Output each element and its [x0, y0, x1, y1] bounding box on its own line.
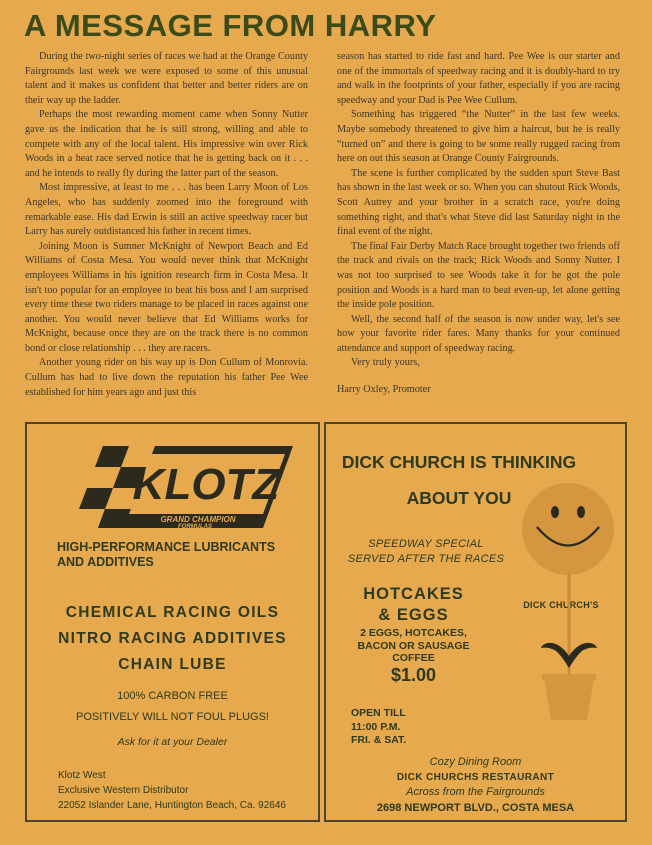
restaurant-name: DICK CHURCHS RESTAURANT — [396, 772, 555, 783]
menu-item: 2 EGGS, HOTCAKES, — [360, 627, 467, 639]
church-brand-label: DICK CHURCH'S — [523, 600, 599, 610]
opening-hours — [351, 707, 471, 748]
klotz-product-list — [27, 600, 318, 678]
page-headline: A MESSAGE FROM HARRY — [24, 8, 437, 43]
church-footer — [326, 755, 625, 816]
footer-line: Cozy Dining Room — [429, 756, 522, 768]
article-paragraph: The scene is further complicated by the sudden spurt Steve Bast has shown in the last week or so. When you can shutout Rick Woods, Scott Autrey and your brother in a scratch race, you're doing something right, and that's what Steve did last Saturday night in the final event of the night. — [337, 167, 620, 238]
klotz-logo-subtext: FORMULAS — [178, 524, 212, 530]
article-closing: Very truly yours, — [351, 357, 420, 369]
klotz-tagline — [57, 540, 307, 570]
footer-line: Across from the Fairgrounds — [406, 786, 545, 798]
hours-line: 11:00 P.M. — [351, 720, 401, 733]
klotz-logo — [63, 444, 293, 530]
klotz-address-block — [58, 768, 318, 813]
headline-line: DICK CHURCH IS THINKING — [341, 452, 577, 472]
company-name: Klotz West — [58, 770, 106, 781]
klotz-advertisement — [25, 422, 320, 822]
flowerpot-icon — [539, 574, 599, 722]
menu-title-line: HOTCAKES — [363, 585, 464, 603]
hours-line: OPEN TILL — [351, 707, 406, 719]
dick-church-advertisement — [324, 422, 627, 822]
article-signature: Harry Oxley, Promoter — [337, 384, 431, 396]
article-column-right — [337, 50, 620, 398]
claim-line: 100% CARBON FREE — [117, 690, 228, 702]
headline-line: ABOUT YOU — [406, 488, 512, 508]
menu-items — [341, 627, 486, 665]
product-item: CHEMICAL RACING OILS — [65, 604, 280, 621]
article-paragraph: season has started to ride fast and hard. Pee Wee is our starter and one of the immortals of speedway racing and it is doubly-hard to try and walk in the footprints of your father, especially if you are racing speedway and your Dad is Pee Wee Cullum. — [337, 51, 620, 106]
article-paragraph: Most impressive, at least to me . . . has been Larry Moon of Los Angeles, who has suddenly zoomed into the foreground with remarkable ease. His dad Erwin is still an active speedway racer but Larry has surely outdistanced his father in recent times. — [25, 182, 308, 238]
menu-title-line: & EGGS — [378, 606, 449, 624]
menu-title — [346, 584, 481, 626]
restaurant-address: 2698 NEWPORT BLVD., COSTA MESA — [376, 802, 575, 814]
company-address: 22052 Islander Lane, Huntington Beach, Ca. 92646 — [58, 800, 286, 811]
smiley-face-icon — [521, 482, 615, 576]
menu-price: $1.00 — [390, 665, 437, 685]
klotz-claims — [27, 686, 318, 728]
special-line: SERVED AFTER THE RACES — [347, 552, 505, 565]
article-paragraph: The final Fair Derby Match Race brought together two friends off the track and rivals on the track; Rick Woods and Sonny Nutter. I was not too surprised to see Woods take it for he got the pole position and Woods is a hard man to beat even-up, let alone getting the inside pole position. — [337, 240, 620, 311]
klotz-logo-subtext: GRAND CHAMPION — [160, 515, 236, 524]
menu-item: BACON OR SAUSAGE — [357, 639, 470, 652]
article-paragraph: Perhaps the most rewarding moment came when Sonny Nutter gave us the indication that he is still strong, willing and able to compete with any of the local talent. His impressive win over Rick Woods in a heat race served notice that he is getting back on it . . . and he intends to really fly during the latter part of the season. — [25, 109, 308, 179]
menu-item: COFFEE — [392, 652, 435, 664]
klotz-logo-text: KLOTZ — [132, 460, 280, 509]
article-column-left — [25, 50, 308, 400]
claim-line: POSITIVELY WILL NOT FOUL PLUGS! — [76, 711, 269, 723]
tagline-line: AND ADDITIVES — [57, 555, 154, 569]
article-paragraph: Well, the second half of the season is now under way, let's see how your favorite rider fares. Many thanks for your continued attendance and support of speedway racing. — [337, 313, 620, 354]
article-paragraph: Another young rider on his way up is Don Cullum of Monrovia. Cullum has had to live down the reputation his father Pee Wee established for him years ago and just this — [25, 357, 308, 398]
product-item: CHAIN LUBE — [118, 656, 227, 673]
tagline-line: HIGH-PERFORMANCE LUBRICANTS — [57, 540, 276, 554]
klotz-dealer-note: Ask for it at your Dealer — [117, 736, 228, 748]
article-paragraph: During the two-night series of races we had at the Orange County Fairgrounds last week we were exposed to some of this unusual talent and it makes us confident that better and better riders are on their way up the ladder. — [25, 51, 308, 106]
product-item: NITRO RACING ADDITIVES — [58, 630, 287, 647]
hours-line: FRI. & SAT. — [351, 734, 407, 746]
distributor-note: Exclusive Western Distributor — [58, 785, 189, 796]
special-line: SPEEDWAY SPECIAL — [368, 538, 484, 550]
article-paragraph: Joining Moon is Sumner McKnight of Newport Beach and Ed Williams of Costa Mesa. You would never think that McKnight employees Williams in his ignition research firm in Costa Mesa. It isn't too popular for an employee to beat his boss and I am surprised every time these two riders manage to be placed in races against one another. You would never believe that Ed Williams works for McKnight, because once they are on the track there is no common bond or close relationship . . . they are racers. — [25, 240, 308, 354]
speedway-special — [336, 537, 516, 566]
article-paragraph: Something has triggered “the Nutter” in the last few weeks. Maybe somebody threatened to give him a haircut, but he is really “turned on” and there is going to be some really rugged racing from here on out this season at Orange County Fairgrounds. — [337, 109, 620, 165]
